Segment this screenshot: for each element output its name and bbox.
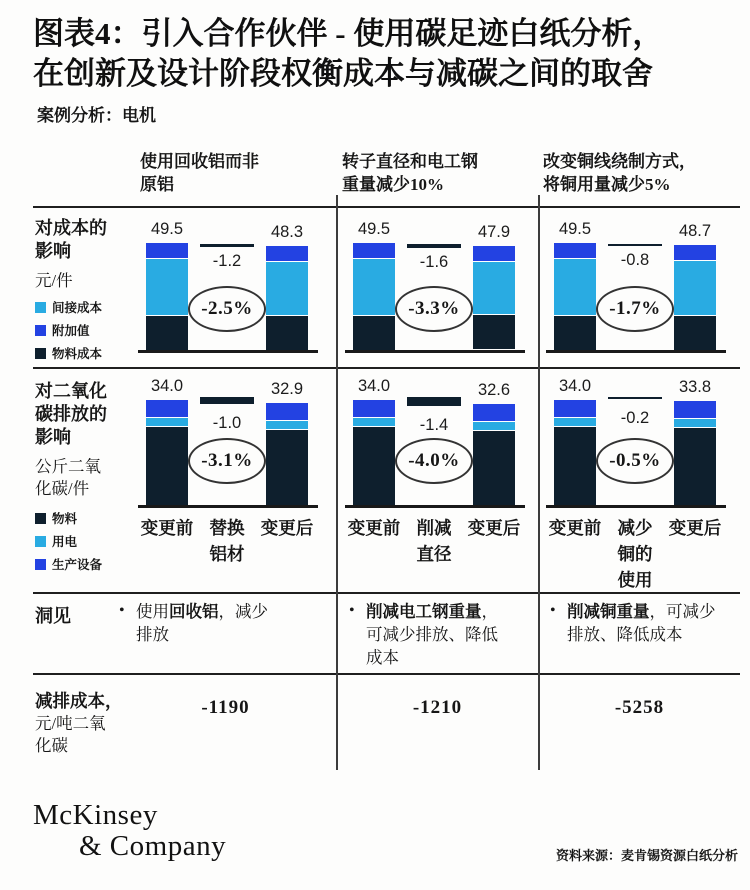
segment-生产设备 xyxy=(266,403,308,420)
x-axis-label-line: 使用 xyxy=(617,570,653,590)
pct-change-value: -3.3% xyxy=(408,298,460,319)
legend-swatch xyxy=(35,348,46,359)
segment-物料 xyxy=(146,426,188,505)
pct-change-oval xyxy=(188,286,266,332)
legend-label: 附加值 xyxy=(52,324,90,338)
before-bar xyxy=(146,400,188,505)
segment-物料成本 xyxy=(554,315,596,350)
x-axis-label-line: 变更前 xyxy=(140,518,194,538)
baseline-axis xyxy=(138,505,318,508)
value-label: 49.5 xyxy=(150,220,184,238)
page-title xyxy=(33,14,738,94)
delta-indicator xyxy=(407,397,461,406)
x-axis-label-line: 减少 xyxy=(617,518,653,538)
segment-间接成本 xyxy=(146,258,188,315)
before-bar xyxy=(353,400,395,505)
chart-cost-copper-winding xyxy=(546,215,726,363)
x-axis-label xyxy=(247,515,327,541)
after-bar xyxy=(473,404,515,505)
after-bar xyxy=(674,245,716,350)
segment-附加值 xyxy=(353,243,395,258)
segment-间接成本 xyxy=(674,260,716,315)
abatement-unit-line: 化碳 xyxy=(35,736,68,755)
segment-用电 xyxy=(353,417,395,426)
segment-附加值 xyxy=(473,246,515,261)
after-bar xyxy=(266,403,308,505)
delta-indicator xyxy=(200,244,254,247)
chart-cost-recycled-aluminum xyxy=(138,215,318,363)
value-label: 47.9 xyxy=(477,223,511,241)
segment-物料 xyxy=(473,430,515,504)
pct-change-value: -2.5% xyxy=(201,298,253,319)
chart-co2-rotor-steel xyxy=(345,373,525,595)
insight-text-run: ，可减少排放、降低成本 xyxy=(567,602,716,644)
before-bar xyxy=(146,243,188,350)
segment-生产设备 xyxy=(473,404,515,421)
baseline-axis xyxy=(546,350,726,353)
insight-item xyxy=(115,600,275,646)
segment-生产设备 xyxy=(554,400,596,417)
table-rule-4 xyxy=(33,673,740,675)
segment-用电 xyxy=(146,417,188,426)
segment-生产设备 xyxy=(353,400,395,417)
pct-change-oval xyxy=(596,438,674,484)
after-bar xyxy=(266,246,308,350)
insight-text-run: 回收铝 xyxy=(169,602,219,621)
segment-物料成本 xyxy=(266,315,308,350)
row-unit-line: 公斤二氧 xyxy=(35,457,101,476)
legend-label: 物料成本 xyxy=(52,347,103,361)
row-label-line: 碳排放的 xyxy=(35,404,107,424)
row-label-cost-impact xyxy=(35,217,130,292)
pct-change-oval xyxy=(188,438,266,484)
row-label-line: 对二氧化 xyxy=(35,381,107,401)
pct-change-value: -4.0% xyxy=(408,450,460,471)
abatement-unit-line: 元/吨二氧 xyxy=(35,714,106,733)
row-unit-line: 元/件 xyxy=(35,271,73,290)
segment-生产设备 xyxy=(146,400,188,417)
bullet-glyph: • xyxy=(119,602,125,619)
chart-co2-recycled-aluminum xyxy=(138,373,318,595)
pct-change-oval xyxy=(596,286,674,332)
insight-text-run: 使用 xyxy=(136,602,169,621)
abatement-label-line: 减排成本， xyxy=(35,691,123,711)
segment-附加值 xyxy=(674,245,716,260)
x-axis-label-line: 铝材 xyxy=(209,544,245,564)
x-axis-label-line: 变更后 xyxy=(260,518,314,538)
column-header-line: 原铝 xyxy=(140,175,174,194)
mckinsey-logo xyxy=(33,800,226,862)
legend-label: 生产设备 xyxy=(52,558,103,572)
delta-label: -1.2 xyxy=(212,252,242,270)
segment-物料成本 xyxy=(353,315,395,350)
value-label: 33.8 xyxy=(678,378,712,396)
legend-item xyxy=(35,509,102,527)
column-divider-1 xyxy=(336,195,338,770)
title-line-2: 在创新及设计阶段权衡成本与减碳之间的取舍 xyxy=(33,56,653,91)
legend-swatch xyxy=(35,536,46,547)
row-unit-line: 化碳/件 xyxy=(35,479,90,498)
delta-label: -1.6 xyxy=(419,253,449,271)
logo-line-2: & Company xyxy=(79,830,227,862)
before-bar xyxy=(554,243,596,350)
bullet-glyph: • xyxy=(349,602,355,619)
row-label-co2-impact xyxy=(35,380,130,500)
column-header-line: 使用回收铝而非 xyxy=(140,152,259,171)
row-label-line: 影响 xyxy=(35,427,71,447)
segment-间接成本 xyxy=(353,258,395,315)
x-axis-label-line: 替换 xyxy=(209,518,245,538)
delta-label: -1.0 xyxy=(212,414,242,432)
legend-item xyxy=(35,298,102,316)
segment-物料 xyxy=(266,429,308,504)
segment-物料 xyxy=(674,427,716,505)
column-divider-2 xyxy=(538,195,540,770)
pct-change-oval xyxy=(395,438,473,484)
case-analysis-label: 案例分析：电机 xyxy=(37,106,156,125)
x-axis-label-line: 削减 xyxy=(416,518,452,538)
source-note: 资料来源：麦肯锡资源白纸分析 xyxy=(555,848,738,863)
segment-间接成本 xyxy=(473,261,515,314)
value-label: 49.5 xyxy=(357,220,391,238)
after-bar xyxy=(674,401,716,505)
legend-item xyxy=(35,344,102,362)
baseline-axis xyxy=(345,350,525,353)
legend-item xyxy=(35,321,102,339)
insight-text-run: 削减电工钢重量 xyxy=(366,602,482,621)
baseline-axis xyxy=(345,505,525,508)
segment-物料 xyxy=(353,426,395,505)
after-bar xyxy=(473,246,515,350)
legend-swatch xyxy=(35,513,46,524)
column-header-recycled-aluminum xyxy=(140,150,340,196)
x-axis-label-line: 变更后 xyxy=(668,518,722,538)
insight-text-run: ，减少排放 xyxy=(136,602,268,644)
logo-line-1: McKinsey xyxy=(33,799,158,831)
segment-物料成本 xyxy=(674,315,716,350)
segment-用电 xyxy=(554,417,596,426)
value-label: 34.0 xyxy=(150,377,184,395)
column-header-line: 重量减少10% xyxy=(342,175,444,194)
column-header-line: 将铜用量减少5% xyxy=(543,175,671,194)
segment-附加值 xyxy=(146,243,188,258)
insight-text-run: 削减铜重量 xyxy=(567,602,650,621)
x-axis-label xyxy=(454,515,534,541)
legend-label: 物料 xyxy=(52,512,78,526)
delta-label: -1.4 xyxy=(419,416,449,434)
delta-indicator xyxy=(608,244,662,246)
table-rule-2 xyxy=(33,367,740,369)
column-header-copper-winding xyxy=(543,150,743,196)
column-header-line: 改变铜线绕制方式， xyxy=(543,152,696,171)
row-label-line: 对成本的 xyxy=(35,218,107,238)
segment-附加值 xyxy=(554,243,596,258)
value-label: 49.5 xyxy=(558,220,592,238)
value-label: 34.0 xyxy=(558,377,592,395)
delta-indicator xyxy=(200,397,254,404)
insight-item xyxy=(546,600,718,646)
row-label-line: 影响 xyxy=(35,241,71,261)
legend-item xyxy=(35,532,102,550)
delta-label: -0.8 xyxy=(620,251,650,269)
segment-用电 xyxy=(266,420,308,429)
segment-物料 xyxy=(554,426,596,505)
title-line-1: 图表4：引入合作伙伴 - 使用碳足迹白纸分析， xyxy=(33,16,664,51)
x-axis-label xyxy=(655,515,735,541)
baseline-axis xyxy=(138,350,318,353)
value-label: 34.0 xyxy=(357,377,391,395)
before-bar xyxy=(353,243,395,350)
x-axis-label-line: 直径 xyxy=(416,544,452,564)
insight-item xyxy=(345,600,507,669)
abatement-value-1: -1190 xyxy=(201,697,250,718)
abatement-value-3: -5258 xyxy=(614,697,665,718)
x-axis-label-line: 铜的 xyxy=(617,544,653,564)
legend-swatch xyxy=(35,559,46,570)
delta-indicator xyxy=(407,244,461,248)
pct-change-value: -0.5% xyxy=(609,450,661,471)
chart-co2-copper-winding xyxy=(546,373,726,595)
legend-co2 xyxy=(35,509,102,578)
insight-text-run: ，可减少排放、降低成本 xyxy=(366,602,498,667)
table-rule-top xyxy=(33,206,740,208)
x-axis-label-line: 变更前 xyxy=(347,518,401,538)
pct-change-oval xyxy=(395,286,473,332)
pct-change-value: -1.7% xyxy=(609,298,661,319)
value-label: 32.6 xyxy=(477,381,511,399)
x-axis-label-line: 变更后 xyxy=(467,518,521,538)
bullet-glyph: • xyxy=(550,602,556,619)
value-label: 48.3 xyxy=(270,223,304,241)
segment-附加值 xyxy=(266,246,308,261)
segment-用电 xyxy=(473,421,515,430)
pct-change-value: -3.1% xyxy=(201,450,253,471)
legend-label: 用电 xyxy=(52,535,78,549)
segment-物料成本 xyxy=(146,315,188,350)
value-label: 48.7 xyxy=(678,222,712,240)
baseline-axis xyxy=(546,505,726,508)
delta-indicator xyxy=(608,397,662,399)
value-label: 32.9 xyxy=(270,380,304,398)
legend-item xyxy=(35,555,102,573)
segment-生产设备 xyxy=(674,401,716,418)
legend-cost xyxy=(35,298,102,367)
abatement-value-2: -1210 xyxy=(412,697,463,718)
segment-物料成本 xyxy=(473,314,515,349)
delta-label: -0.2 xyxy=(620,409,650,427)
legend-swatch xyxy=(35,325,46,336)
x-axis-label-line: 变更前 xyxy=(548,518,602,538)
insights-row-label: 洞见 xyxy=(35,606,71,626)
legend-label: 间接成本 xyxy=(52,301,103,315)
segment-用电 xyxy=(674,418,716,427)
segment-间接成本 xyxy=(266,261,308,315)
segment-间接成本 xyxy=(554,258,596,315)
column-header-rotor-steel xyxy=(342,150,542,196)
before-bar xyxy=(554,400,596,505)
chart-cost-rotor-steel xyxy=(345,215,525,363)
column-header-line: 转子直径和电工钢 xyxy=(342,152,478,171)
legend-swatch xyxy=(35,302,46,313)
